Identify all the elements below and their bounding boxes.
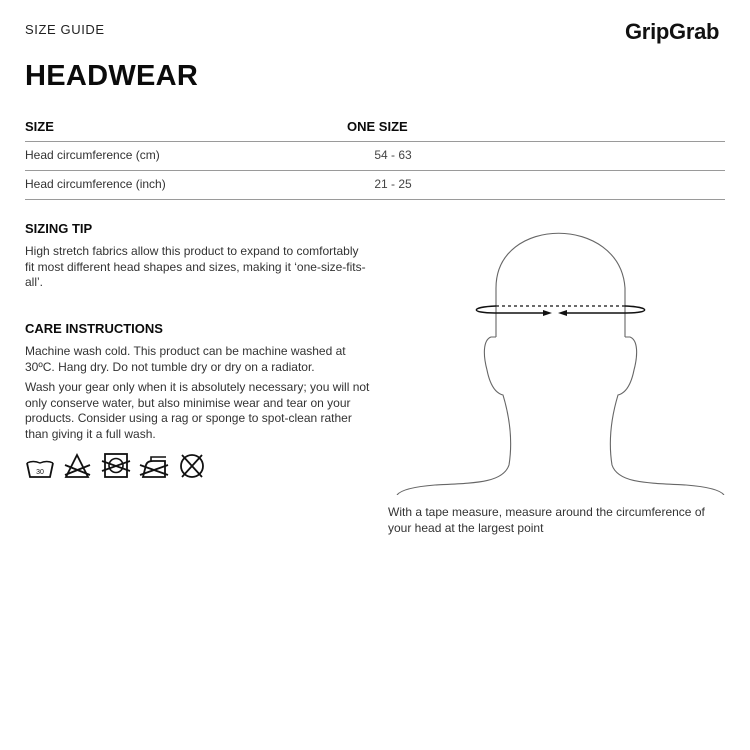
table-header-row <box>25 115 725 142</box>
wash-30-icon <box>25 451 63 481</box>
row-value: 21 - 25 <box>374 177 412 191</box>
row-label: Head circumference (cm) <box>25 148 160 162</box>
column-header-size: SIZE <box>25 119 54 134</box>
head-measurement-illustration <box>395 225 725 495</box>
do-not-iron-icon <box>139 451 177 481</box>
column-header-one-size: ONE SIZE <box>347 119 408 134</box>
care-icons-row <box>25 451 215 481</box>
do-not-dry-clean-icon <box>177 451 215 481</box>
table-row <box>25 142 725 171</box>
care-instructions-heading: CARE INSTRUCTIONS <box>25 321 163 336</box>
page-title: HEADWEAR <box>25 60 199 92</box>
table-row <box>25 171 725 200</box>
brand-logo: GripGrab <box>625 19 720 44</box>
care-paragraph: Machine wash cold. This product can be machine washed at 30ºC. Hang dry. Do not tumble dry or dry on a radiator. <box>25 344 346 374</box>
size-guide-label: SIZE GUIDE <box>25 22 105 37</box>
sizing-tip-heading: SIZING TIP <box>25 221 93 236</box>
tape-measure-icon <box>476 306 644 316</box>
care-paragraph: Wash your gear only when it is absolutely necessary; you will not only conserve water, but also minimise wear and tear on your products. Consider using a rag or sponge to spot-clean rather than giving it a full wash. <box>25 380 370 441</box>
do-not-bleach-icon <box>63 451 101 481</box>
size-table <box>25 115 725 200</box>
measure-caption: With a tape measure, measure around the circumference of your head at the largest point <box>388 505 705 535</box>
svg-text:30: 30 <box>36 469 44 476</box>
do-not-tumble-dry-icon <box>101 451 139 481</box>
row-value: 54 - 63 <box>374 148 412 162</box>
row-label: Head circumference (inch) <box>25 177 166 191</box>
sizing-tip-text: High stretch fabrics allow this product to expand to comfortably fit most different head shapes and sizes, making it ‘one-size-fits-all’. <box>25 244 366 289</box>
